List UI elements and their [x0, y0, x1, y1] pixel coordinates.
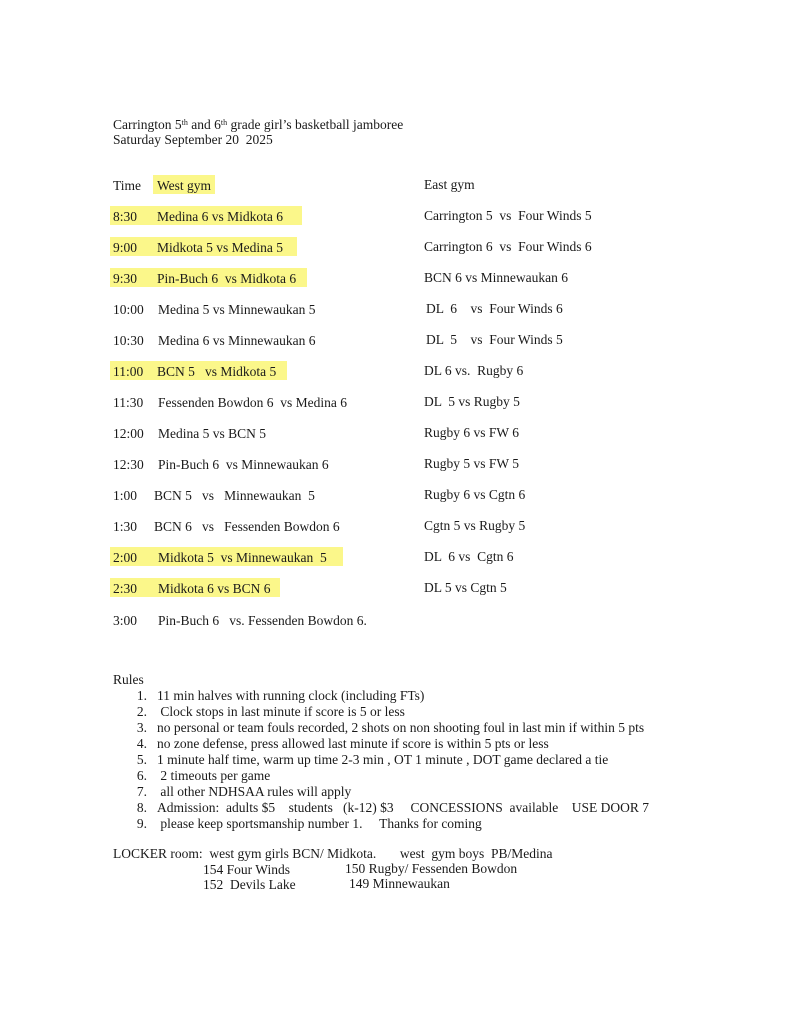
rule-text: no zone defense, press allowed last minute if score is within 5 pts or less [157, 736, 549, 751]
rule-number: 1. [136, 688, 147, 703]
schedule-west-game: Pin-Buch 6 vs. Fessenden Bowdon 6. [158, 613, 367, 628]
schedule-west-game: BCN 6 vs Fessenden Bowdon 6 [154, 519, 340, 534]
schedule-west-game: Pin-Buch 6 vs Midkota 6 [157, 271, 297, 286]
rule-text: 2 timeouts per game [157, 768, 271, 783]
schedule-west-game: Pin-Buch 6 vs Minnewaukan 6 [158, 457, 329, 472]
schedule-west-game: Medina 6 vs Minnewaukan 6 [158, 333, 316, 348]
rule-text: 1 minute half time, warm up time 2-3 min , OT 1 minute , DOT game declared a tie [157, 752, 609, 767]
schedule-east-game: Rugby 6 vs Cgtn 6 [424, 487, 526, 502]
rule-text: all other NDHSAA rules will apply [157, 784, 352, 799]
schedule-east-game: BCN 6 vs Minnewaukan 6 [424, 270, 568, 285]
schedule-west-game: Fessenden Bowdon 6 vs Medina 6 [158, 395, 347, 410]
col-header-time: Time [113, 178, 142, 193]
rule-item [133, 752, 733, 768]
rule-number: 9. [136, 816, 147, 831]
schedule-west-game: BCN 5 vs Minnewaukan 5 [154, 488, 315, 503]
rule-text: please keep sportsmanship number 1. Thanks for coming [157, 816, 482, 831]
rule-text: Admission: adults $5 students (k-12) $3 CONCESSIONS available USE DOOR 7 [157, 800, 649, 815]
schedule-time: 1:00 [113, 488, 138, 503]
rule-text: 11 min halves with running clock (including FTs) [157, 688, 425, 703]
schedule-east-game: Rugby 5 vs FW 5 [424, 456, 520, 471]
rule-text: no personal or team fouls recorded, 2 shots on non shooting foul in last min if within 5 pts [157, 720, 645, 735]
schedule-east-game: Carrington 5 vs Four Winds 5 [424, 208, 592, 223]
schedule-east-game: DL 6 vs Four Winds 6 [426, 301, 563, 316]
schedule-time: 12:30 [113, 457, 144, 472]
schedule-west-game: Medina 5 vs Minnewaukan 5 [158, 302, 316, 317]
locker-152: 152 Devils Lake [203, 877, 296, 892]
schedule-east-game: DL 5 vs Four Winds 5 [426, 332, 563, 347]
schedule-west-game: BCN 5 vs Midkota 5 [157, 364, 277, 379]
rule-number: 2. [136, 704, 147, 719]
schedule-east-game: DL 5 vs Cgtn 5 [424, 580, 507, 595]
rule-item [133, 720, 733, 736]
schedule-time: 9:00 [113, 240, 138, 255]
document-title: Carrington 5th and 6th grade girl’s basketball jamboree [113, 117, 404, 132]
locker-room-line: LOCKER room: west gym girls BCN/ Midkota. west gym boys PB/Medina [113, 846, 553, 861]
rule-item [133, 736, 733, 752]
schedule-time: 11:30 [113, 395, 144, 410]
document-date: Saturday September 20 2025 [113, 132, 273, 147]
rule-text: Clock stops in last minute if score is 5 or less [157, 704, 405, 719]
schedule-time: 10:30 [113, 333, 144, 348]
locker-149: 149 Minnewaukan [349, 876, 450, 891]
schedule-time: 9:30 [113, 271, 138, 286]
rule-number: 6. [136, 768, 147, 783]
schedule-time: 3:00 [113, 613, 138, 628]
rule-item [133, 800, 733, 816]
schedule-west-game: Medina 6 vs Midkota 6 [157, 209, 283, 224]
schedule-west-game: Midkota 5 vs Minnewaukan 5 [158, 550, 327, 565]
schedule-time: 2:00 [113, 550, 138, 565]
schedule-east-game: DL 6 vs. Rugby 6 [424, 363, 524, 378]
rule-number: 8. [136, 800, 147, 815]
rule-number: 5. [136, 752, 147, 767]
schedule-east-game: Cgtn 5 vs Rugby 5 [424, 518, 526, 533]
col-header-west-gym: West gym [157, 178, 212, 193]
rules-title: Rules [113, 672, 144, 687]
schedule-time: 8:30 [113, 209, 138, 224]
rule-item [133, 704, 733, 720]
rule-item [133, 688, 733, 704]
schedule-east-game: Carrington 6 vs Four Winds 6 [424, 239, 592, 254]
col-header-east-gym: East gym [424, 177, 475, 192]
rule-item [133, 816, 733, 832]
rule-number: 7. [136, 784, 147, 799]
schedule-east-game: Rugby 6 vs FW 6 [424, 425, 520, 440]
schedule-time: 10:00 [113, 302, 144, 317]
schedule-time: 1:30 [113, 519, 138, 534]
schedule-west-game: Medina 5 vs BCN 5 [158, 426, 266, 441]
schedule-west-game: Midkota 5 vs Medina 5 [157, 240, 283, 255]
rule-number: 3. [136, 720, 147, 735]
schedule-west-game: Midkota 6 vs BCN 6 [158, 581, 271, 596]
rule-number: 4. [136, 736, 147, 751]
rule-item [133, 784, 733, 800]
rule-item [133, 768, 733, 784]
schedule-time: 11:00 [113, 364, 144, 379]
locker-154: 154 Four Winds [203, 862, 290, 877]
schedule-time: 12:00 [113, 426, 144, 441]
locker-150: 150 Rugby/ Fessenden Bowdon [345, 861, 518, 876]
schedule-east-game: DL 5 vs Rugby 5 [424, 394, 520, 409]
schedule-time: 2:30 [113, 581, 138, 596]
schedule-east-game: DL 6 vs Cgtn 6 [424, 549, 514, 564]
